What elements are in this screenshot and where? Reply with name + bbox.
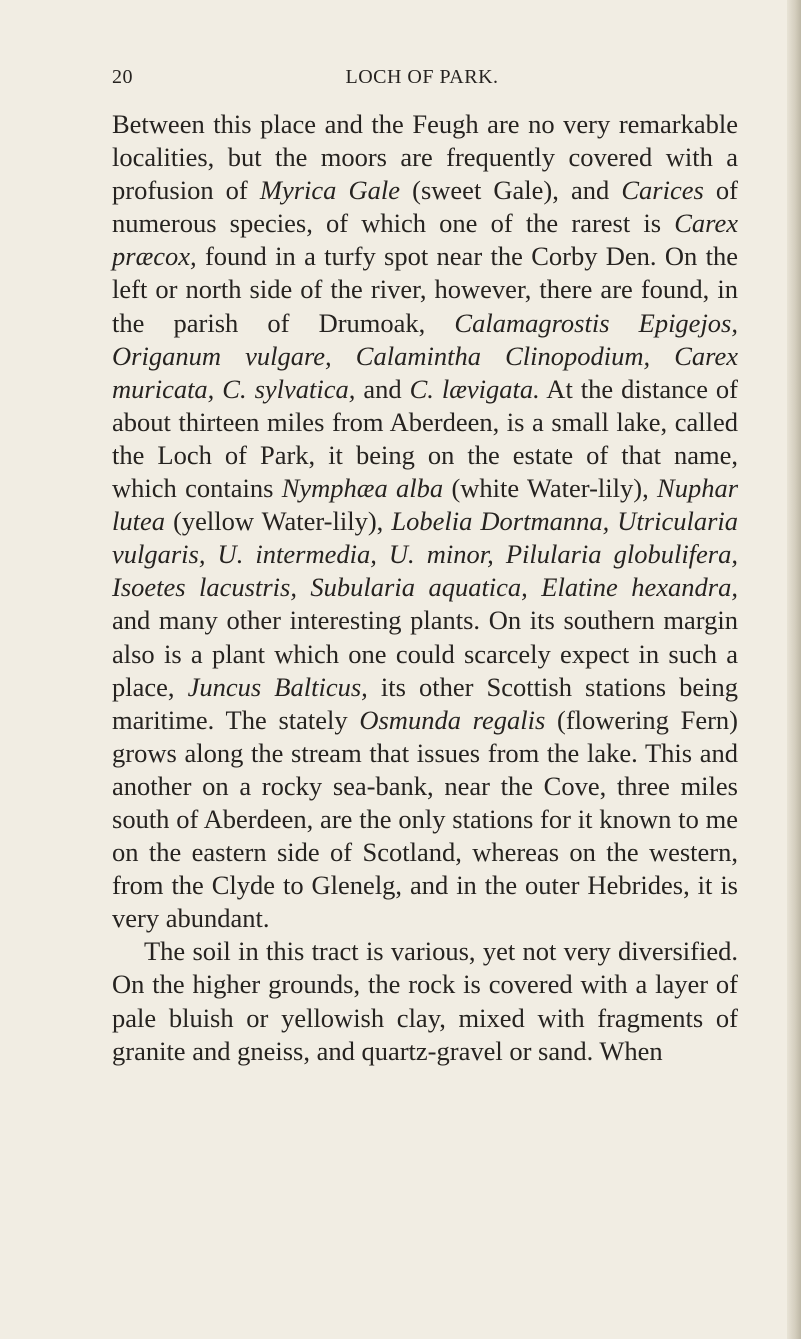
paragraph-1 xyxy=(112,108,738,935)
text-run: (sweet Gale), and xyxy=(400,175,622,206)
text-run: its other Scottish stations being maritime. The stately xyxy=(112,671,738,735)
body-text xyxy=(112,108,738,1068)
text-run: and many other interesting plants. On its southern margin also is a plant which one could scarcely expect in such a place, xyxy=(112,605,738,702)
text-run: Between this place and the Feugh are no very remarkable localities, but the moors are frequently covered with a profusion of xyxy=(112,109,738,206)
italic-run: Carex præcox, xyxy=(112,208,738,272)
italic-run: Carices xyxy=(621,175,704,206)
text-run: and xyxy=(355,373,410,404)
paragraph-2 xyxy=(112,935,738,1067)
italic-run: Calamagrostis Epigejos, Origanum vulgare, Calamintha Clinopodium, Carex muricata, C. sylvatica, xyxy=(112,307,738,404)
italic-run: Osmunda regalis xyxy=(359,704,546,735)
text-run: The soil in this tract is various, yet not very diversified. On the higher grounds, the rock is covered with a layer of pale bluish or yellowish clay, mixed with fragments of granite and gneiss, and quartz-gravel or sand. When xyxy=(112,936,738,1066)
text-run: (flowering Fern) grows along the stream that issues from the lake. This and another on a rocky sea-bank, near the Cove, three miles south of Aberdeen, are the only stations for it known to me on the eastern side of Scotland, whereas on the western, from the Clyde to Glenelg, and in the outer Hebrides, it is very abundant. xyxy=(112,704,739,934)
italic-run: Nymphæa alba xyxy=(281,473,444,504)
text-run: found in a turfy spot near the Corby Den. On the left or north side of the river, however, there are found, in the parish of Drumoak, xyxy=(112,241,738,338)
running-head: LOCH OF PARK. xyxy=(345,66,499,88)
text-run: (yellow Water-lily), xyxy=(165,506,392,537)
italic-run: C. lævigata. xyxy=(409,373,540,404)
italic-run: Juncus Balticus, xyxy=(187,671,368,702)
page-header xyxy=(112,66,732,92)
italic-run: Myrica Gale xyxy=(259,175,401,206)
page-number: 20 xyxy=(112,66,133,88)
text-run: of numerous species, of which one of the rarest is xyxy=(112,175,738,239)
page-edge-shadow xyxy=(787,0,801,1339)
italic-run: Nuphar lutea xyxy=(112,473,739,537)
text-run: At the distance of about thirteen miles from Aberdeen, is a small lake, called the Loch of Park, it being on the estate of that name, which contains xyxy=(112,373,739,504)
italic-run: Lobelia Dortmanna, Utricularia vulgaris, U. intermedia, U. minor, Pilularia globulifera, Isoetes lacustris, Subularia aquatica, Elatine hexandra, xyxy=(112,506,738,603)
text-run: (white Water-lily), xyxy=(443,473,658,504)
